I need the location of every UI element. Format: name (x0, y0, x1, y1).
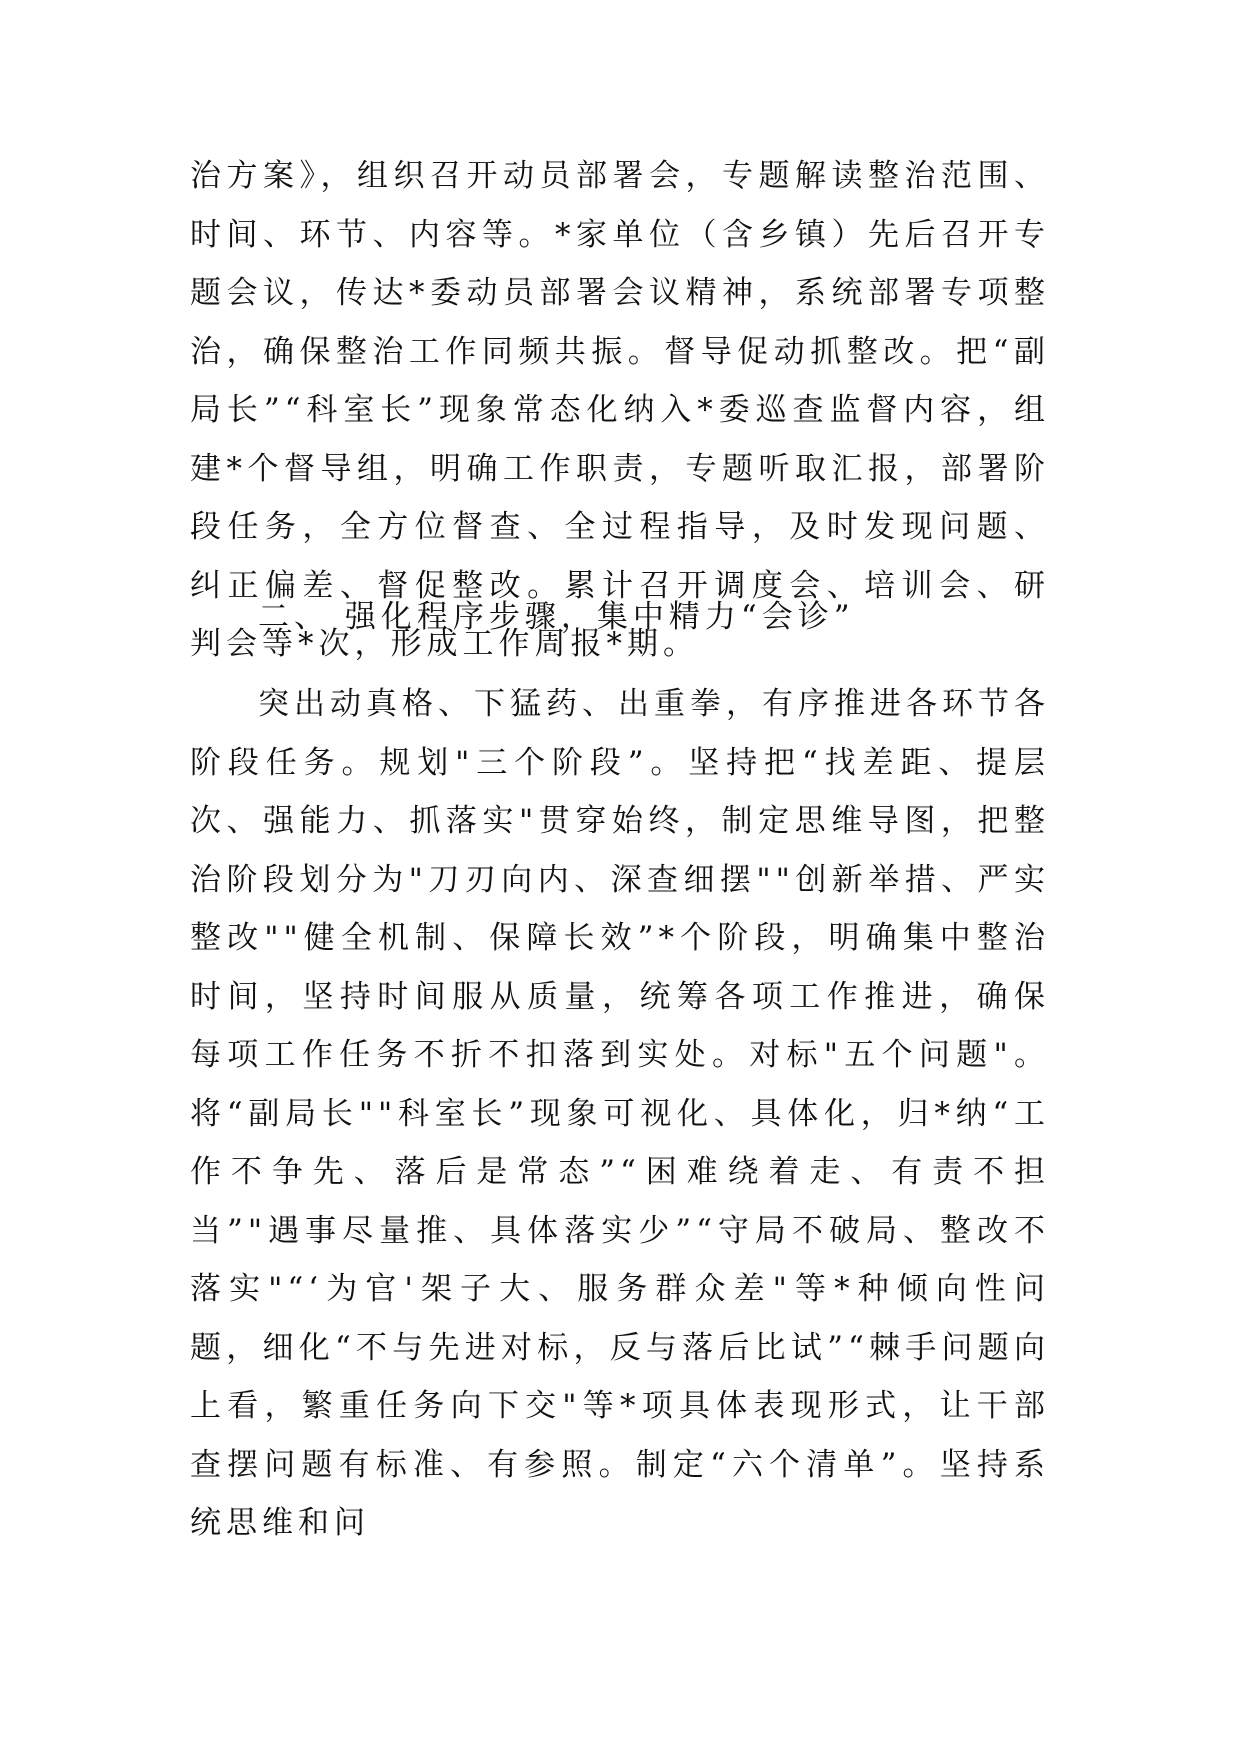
body-paragraph-2: 突出动真格、下猛药、出重拳，有序推进各环节各阶段任务。规划"三个阶段”。坚持把“找差距、提层次、强能力、抓落实"贯穿始终，制定思维导图，把整治阶段划分为"刀刃向内、深查细摆""创新举措、严实整改""健全机制、保障长效”*个阶段，明确集中整治时间，坚持时间服从质量，统筹各项工作推进，确保每项工作任务不折不扣落到实处。对标"五个问题"。将“副局长""科室长”现象可视化、具体化，归*纳“工作不争先、落后是常态”“困难绕着走、有责不担当”"遇事尽量推、具体落实少”“守局不破局、整改不落实"“‘为官'架子大、服务群众差"等*种倾向性问题，细化“不与先进对标，反与落后比试”“棘手问题向上看，繁重任务向下交"等*项具体表现形式，让干部查摆问题有标准、有参照。制定“六个清单”。坚持系统思维和问 (190, 686, 1050, 1541)
body-paragraph-1: 治方案》，组织召开动员部署会，专题解读整治范围、时间、环节、内容等。*家单位（含乡镇）先后召开专题会议，传达*委动员部署会议精神，系统部署专项整治，确保整治工作同频共振。督导促动抓整改。把“副局长”“科室长”现象常态化纳入*委巡查监督内容，组建*个督导组，明确工作职责，专题听取汇报，部署阶段任务，全方位督查、全过程指导，及时发现问题、纠正偏差、督促整改。累计召开调度会、培训会、研判会等*次，形成工作周报*期。 (190, 158, 1050, 662)
section-heading: 二、 强化程序步骤，集中精力“会诊” (258, 599, 855, 635)
